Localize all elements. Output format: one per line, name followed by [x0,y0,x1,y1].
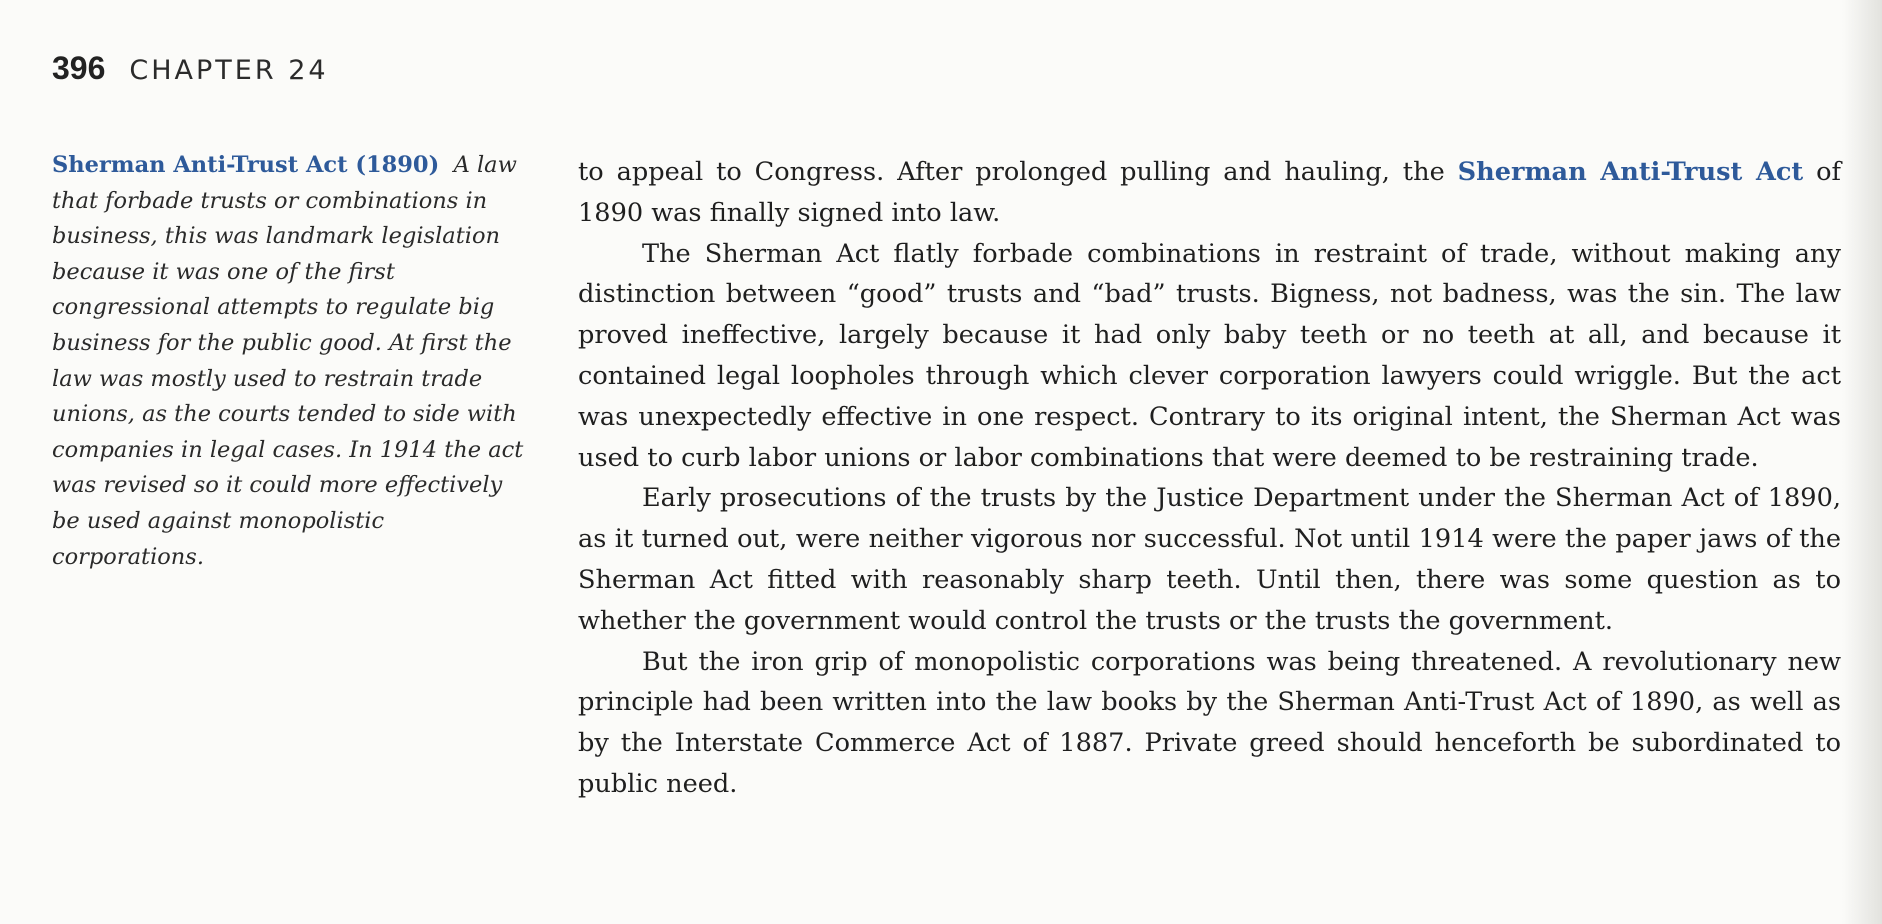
chapter-label: CHAPTER 24 [129,55,329,86]
running-head [52,50,329,90]
margin-glossary-note [52,148,534,575]
paragraph-2: The Sherman Act flatly forbade combinations in restraint of trade, without making any distinction between “good” trusts and “bad” trusts. Bigness, not badness, was the sin. The law proved ineffective, largely because it had only baby teeth or no teeth at all, and because it contained legal loopholes through which clever corporation lawyers could wriggle. But the act was unexpectedly effective in one respect. Contrary to its original intent, the Sherman Act was used to curb labor unions or labor combinations that were deemed to be restraining trade. [578,238,1841,473]
paragraph-1-end: of 1890 was finally signed into law. [578,157,1841,228]
paragraph-1-start: to appeal to Congress. After prolonged pulling and hauling, the [578,157,1458,187]
page-edge-shadow [1842,0,1882,924]
glossary-term: Sherman Anti-Trust Act (1890) [52,152,440,178]
page-number: 396 [52,50,106,86]
paragraph-1 [578,152,1841,234]
body-text [578,152,1841,805]
key-term-sherman-act: Sherman Anti-Trust Act [1457,157,1804,187]
paragraph-4: But the iron grip of monopolistic corporations was being threatened. A revolutionary new principle had been written into the law books by the Sherman Anti-Trust Act of 1890, as well as by the Interstate Commerce Act of 1887. Private greed should henceforth be subordinated to public need. [578,646,1841,799]
glossary-definition: A law that forbade trusts or combinations in business, this was landmark legislation because it was one of the first congressional attempts to regulate big business for the public good. At first the law was mostly used to restrain trade unions, as the courts tended to side with companies in legal cases. In 1914 the act was revised so it could more effectively be used against monopolistic corporations. [52,152,524,570]
paragraph-3: Early prosecutions of the trusts by the Justice Department under the Sherman Act of 1890, as it turned out, were neither vigorous nor successful. Not until 1914 were the paper jaws of the Sherman Act fitted with reasonably sharp teeth. Until then, there was some question as to whether the government would control the trusts or the trusts the government. [578,483,1841,636]
